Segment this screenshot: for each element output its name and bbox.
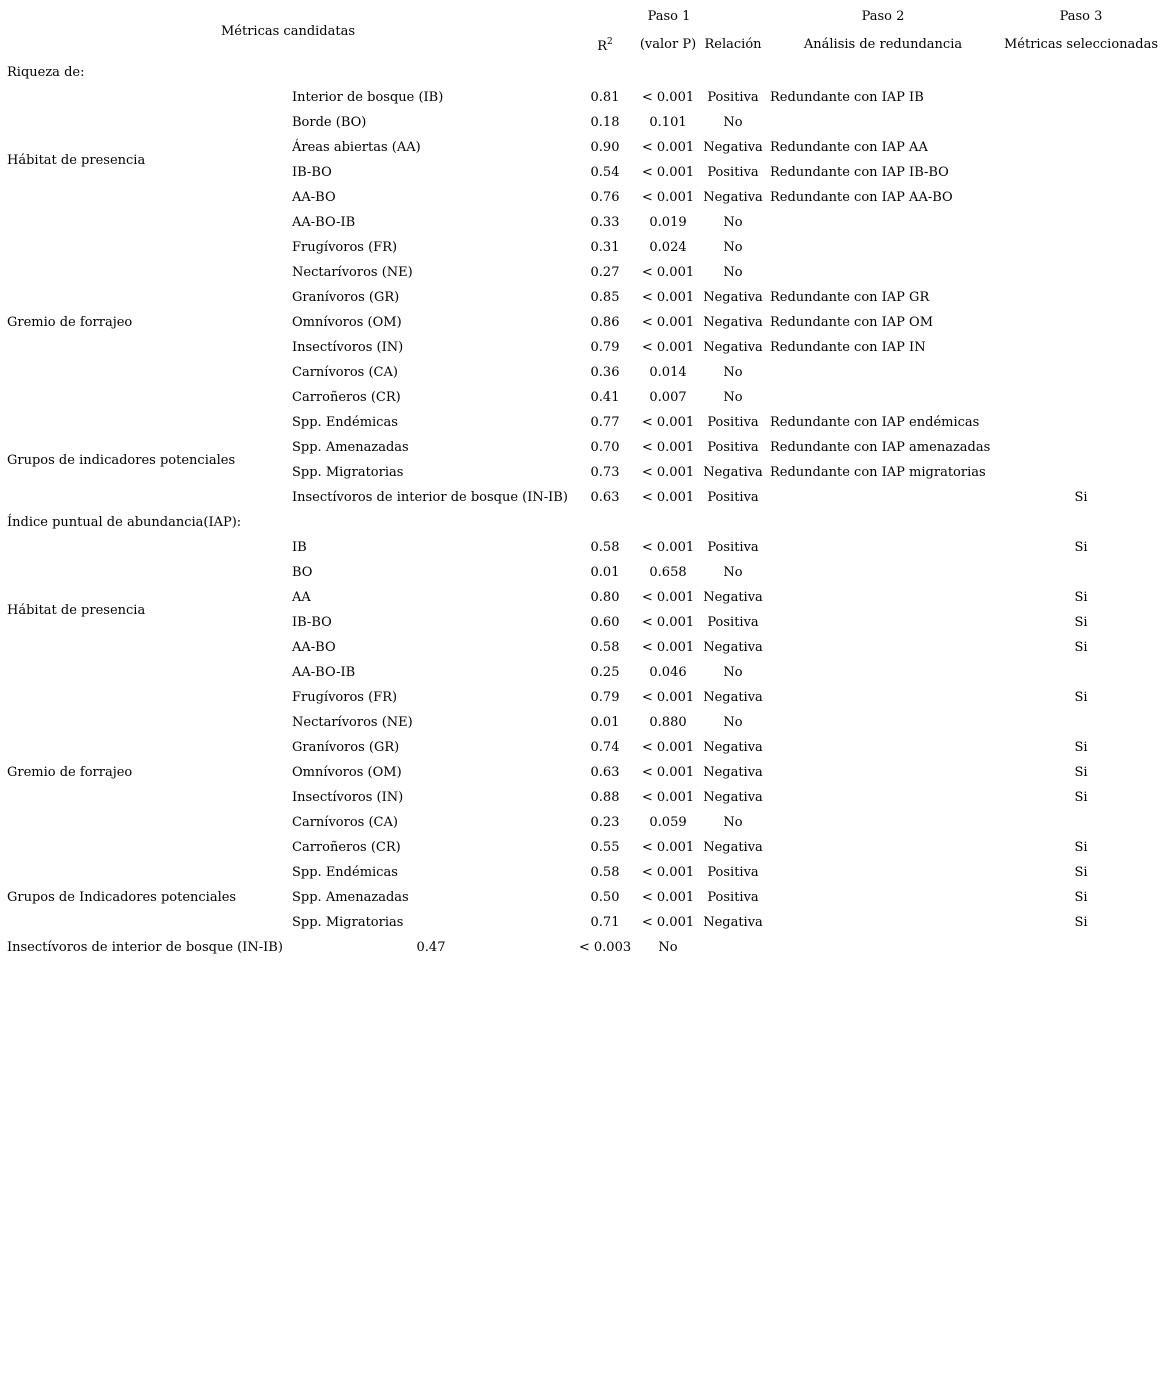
selected-value: Si (1074, 540, 1088, 555)
relation-value: No (723, 715, 743, 730)
r2-value: 0.90 (590, 140, 620, 155)
p-value: < 0.001 (641, 90, 695, 105)
redundancy-value: Redundante con IAP endémicas (770, 415, 980, 430)
metric-name: Insectívoros de interior de bosque (IN-IB) (292, 490, 568, 505)
metric-name: Spp. Migratorias (292, 465, 404, 480)
r2-value: 0.71 (590, 915, 620, 930)
relation-value: Positiva (707, 890, 759, 905)
selected-value: Si (1074, 740, 1088, 755)
p-value: < 0.001 (641, 415, 695, 430)
metric-name: IB (292, 540, 307, 555)
r2-value: 0.79 (590, 690, 620, 705)
selected-value: Si (1074, 490, 1088, 505)
metric-name: Omnívoros (OM) (292, 765, 402, 780)
selected-value: Si (1074, 640, 1088, 655)
r2-value: 0.47 (416, 940, 446, 955)
r2-value: 0.81 (590, 90, 620, 105)
selected-value: Si (1074, 890, 1088, 905)
relation-value: Negativa (703, 590, 763, 605)
p-value: 0.101 (649, 115, 687, 130)
metric-name: Carnívoros (CA) (292, 365, 398, 380)
r2-value: 0.70 (590, 440, 620, 455)
r2-value: 0.58 (590, 865, 620, 880)
r2-value: 0.86 (590, 315, 620, 330)
p-value: < 0.001 (641, 290, 695, 305)
group-label: Hábitat de presencia (7, 602, 146, 618)
p-value: < 0.001 (641, 840, 695, 855)
relation-value: No (723, 240, 743, 255)
r2-value: 0.77 (590, 415, 620, 430)
metric-name: Áreas abiertas (AA) (292, 140, 421, 155)
r2-value: 0.18 (590, 115, 620, 130)
p-value: 0.658 (649, 565, 687, 580)
relation-value: Positiva (707, 440, 759, 455)
p-value: < 0.001 (641, 340, 695, 355)
section-title: Índice puntual de abundancia(IAP): (7, 515, 242, 530)
r2-value: 0.58 (590, 640, 620, 655)
r2-value: 0.41 (590, 390, 620, 405)
redundancy-value: Redundante con IAP GR (770, 290, 930, 305)
selected-value: Si (1074, 590, 1088, 605)
relation-value: Negativa (703, 315, 763, 330)
section-title: Riqueza de: (7, 65, 85, 80)
p-value: < 0.001 (641, 165, 695, 180)
group-label: Grupos de indicadores potenciales (7, 452, 236, 468)
metric-name: Granívoros (GR) (292, 740, 400, 755)
metric-name: IB-BO (292, 165, 332, 180)
r2-value: 0.88 (590, 790, 620, 805)
r2-value: 0.27 (590, 265, 620, 280)
p-value: < 0.001 (641, 465, 695, 480)
metric-name: AA-BO-IB (292, 665, 356, 680)
p-value: < 0.001 (641, 765, 695, 780)
r2-value: 0.73 (590, 465, 620, 480)
group-label: Gremio de forrajeo (7, 765, 133, 780)
selected-value: Si (1074, 790, 1088, 805)
redundancy-value: Redundante con IAP IN (770, 340, 926, 355)
r2-value: 0.60 (590, 615, 620, 630)
r2-value: 0.63 (590, 765, 620, 780)
r2-value: 0.76 (590, 190, 620, 205)
p-value: 0.019 (649, 215, 687, 230)
redundancy-value: Redundante con IAP OM (770, 315, 934, 330)
header-analisis: Análisis de redundancia (803, 37, 963, 52)
metric-name: Insectívoros (IN) (292, 790, 404, 805)
group-label: Hábitat de presencia (7, 152, 146, 168)
relation-value: No (723, 390, 743, 405)
redundancy-value: Redundante con IAP IB (770, 90, 924, 105)
p-value: < 0.001 (641, 540, 695, 555)
relation-value: Negativa (703, 465, 763, 480)
r2-value: 0.63 (590, 490, 620, 505)
group-label: Grupos de Indicadores potenciales (7, 890, 237, 905)
metric-name: AA-BO (292, 640, 336, 655)
metric-name: Interior de bosque (IB) (292, 90, 444, 105)
r2-value: 0.01 (590, 715, 620, 730)
selected-value: Si (1074, 915, 1088, 930)
p-value: < 0.001 (641, 890, 695, 905)
metric-name: Spp. Endémicas (292, 865, 398, 880)
redundancy-value: Redundante con IAP migratorias (770, 465, 986, 480)
metric-name: BO (292, 565, 313, 580)
p-value: 0.059 (649, 815, 687, 830)
metric-name: Spp. Migratorias (292, 915, 404, 930)
relation-value: No (723, 115, 743, 130)
metric-name: AA-BO-IB (292, 215, 356, 230)
r2-value: 0.31 (590, 240, 620, 255)
r2-value: 0.55 (590, 840, 620, 855)
relation-value: Positiva (707, 90, 759, 105)
redundancy-value: Redundante con IAP IB-BO (770, 165, 949, 180)
header-metricas-candidatas: Métricas candidatas (220, 24, 356, 39)
p-value: < 0.001 (641, 315, 695, 330)
r2-value: 0.54 (590, 165, 620, 180)
metric-name: Frugívoros (FR) (292, 690, 398, 705)
r2-value: 0.23 (590, 815, 620, 830)
r2-value: 0.58 (590, 540, 620, 555)
metric-name: Carnívoros (CA) (292, 815, 398, 830)
relation-value: Negativa (703, 140, 763, 155)
relation-value: Negativa (703, 640, 763, 655)
metric-name: Nectarívoros (NE) (292, 715, 413, 730)
r2-value: 0.01 (590, 565, 620, 580)
metric-name: AA (292, 590, 311, 605)
selected-value: Si (1074, 765, 1088, 780)
r2-value: 0.50 (590, 890, 620, 905)
r2-value: 0.74 (590, 740, 620, 755)
r2-sup: 2 (607, 37, 613, 47)
relation-value: Positiva (707, 865, 759, 880)
p-value: 0.024 (649, 240, 687, 255)
selected-value: Si (1074, 690, 1088, 705)
r2-value: 0.79 (590, 340, 620, 355)
relation-value: Positiva (707, 615, 759, 630)
p-value: 0.014 (649, 365, 687, 380)
p-value: < 0.001 (641, 790, 695, 805)
relation-value: No (658, 940, 678, 955)
metric-name: AA-BO (292, 190, 336, 205)
metric-name: Carroñeros (CR) (292, 390, 401, 405)
relation-value: Negativa (703, 190, 763, 205)
r2-value: 0.80 (590, 590, 620, 605)
relation-value: Negativa (703, 790, 763, 805)
p-value: < 0.001 (641, 265, 695, 280)
p-value: < 0.001 (641, 615, 695, 630)
p-value: 0.007 (649, 390, 687, 405)
relation-value: Negativa (703, 690, 763, 705)
p-value: < 0.001 (641, 690, 695, 705)
metric-name: Insectívoros (IN) (292, 340, 404, 355)
redundancy-value: Redundante con IAP AA-BO (770, 190, 953, 205)
metric-name: Nectarívoros (NE) (292, 265, 413, 280)
metric-name: Spp. Amenazadas (292, 440, 409, 455)
metric-name: Carroñeros (CR) (292, 840, 401, 855)
selected-value: Si (1074, 840, 1088, 855)
relation-value: Negativa (703, 765, 763, 780)
p-value: < 0.001 (641, 915, 695, 930)
p-value: < 0.001 (641, 190, 695, 205)
header-relacion: Relación (704, 37, 762, 52)
relation-value: Negativa (703, 740, 763, 755)
p-value: 0.046 (649, 665, 687, 680)
r2-value: 0.25 (590, 665, 620, 680)
selected-value: Si (1074, 865, 1088, 880)
relation-value: Positiva (707, 165, 759, 180)
redundancy-value: Redundante con IAP AA (770, 140, 928, 155)
relation-value: No (723, 365, 743, 380)
relation-value: Positiva (707, 490, 759, 505)
metric-name: IB-BO (292, 615, 332, 630)
metric-name: Borde (BO) (292, 115, 367, 130)
relation-value: Positiva (707, 540, 759, 555)
relation-value: Positiva (707, 415, 759, 430)
metric-name: Insectívoros de interior de bosque (IN-IB) (7, 940, 283, 955)
header-r2 (597, 39, 613, 55)
selected-value: Si (1074, 615, 1088, 630)
relation-value: No (723, 565, 743, 580)
header-seleccionadas: Métricas seleccionadas (1003, 37, 1159, 52)
header-paso2: Paso 2 (861, 9, 905, 24)
p-value: 0.880 (649, 715, 687, 730)
p-value: < 0.001 (641, 440, 695, 455)
header-paso3: Paso 3 (1059, 9, 1103, 24)
relation-value: No (723, 665, 743, 680)
p-value: < 0.001 (641, 490, 695, 505)
group-label: Gremio de forrajeo (7, 315, 133, 330)
p-value: < 0.001 (641, 640, 695, 655)
header-valor-p: (valor P) (639, 37, 697, 52)
redundancy-value: Redundante con IAP amenazadas (770, 440, 991, 455)
r2-value: 0.85 (590, 290, 620, 305)
relation-value: Negativa (703, 915, 763, 930)
relation-value: Negativa (703, 340, 763, 355)
relation-value: Negativa (703, 840, 763, 855)
relation-value: No (723, 265, 743, 280)
relation-value: No (723, 815, 743, 830)
header-paso1: Paso 1 (647, 9, 691, 24)
metric-name: Frugívoros (FR) (292, 240, 398, 255)
p-value: < 0.001 (641, 140, 695, 155)
p-value: < 0.003 (578, 940, 632, 955)
metric-name: Spp. Amenazadas (292, 890, 409, 905)
metric-name: Spp. Endémicas (292, 415, 398, 430)
metric-name: Omnívoros (OM) (292, 315, 402, 330)
r2-value: 0.33 (590, 215, 620, 230)
r2-value: 0.36 (590, 365, 620, 380)
relation-value: No (723, 215, 743, 230)
p-value: < 0.001 (641, 740, 695, 755)
r2-base: R (597, 39, 608, 54)
p-value: < 0.001 (641, 865, 695, 880)
metric-name: Granívoros (GR) (292, 290, 400, 305)
relation-value: Negativa (703, 290, 763, 305)
p-value: < 0.001 (641, 590, 695, 605)
